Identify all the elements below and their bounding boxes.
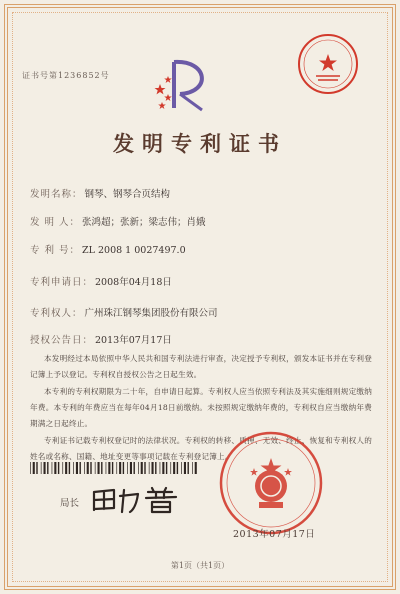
body-paragraph-2: 本专利的专利权期限为二十年，自申请日起算。专利权人应当依照专利法及其实施细则规定缴纳年费。本专利的年费应当在每年04月18日前缴纳。未按照规定缴纳年费的，专利权自应当缴纳年费期满之日起终止。: [30, 386, 372, 429]
patent-number-label: 专 利 号：: [30, 245, 81, 256]
body-paragraph-1: 本发明经过本局依照中华人民共和国专利法进行审查，决定授予专利权，颁发本证书并在专利登记簿上予以登记。专利权自授权公告之日起生效。: [30, 354, 372, 380]
inventor-label: 发 明 人：: [30, 217, 81, 228]
patentee-label: 专利权人：: [30, 308, 83, 319]
director-label: 局长: [60, 498, 80, 509]
patent-number: ZL 2008 1 0027497.0: [82, 245, 186, 256]
patent-number-row: [30, 242, 186, 256]
body-paragraph-3: 专利证书记载专利权登记时的法律状况。专利权的转移、质押、无效、终止、恢复和专利权人的姓名或名称、国籍、地址变更等事项记载在专利登记簿上。: [30, 436, 372, 462]
director-signature: [86, 482, 186, 516]
grant-date-row: [30, 332, 172, 346]
page-number: 第1页（共1页）: [170, 561, 230, 570]
invention-name: 钢琴、钢琴合页结构: [84, 189, 171, 200]
barcode: [30, 462, 200, 474]
patentee: 广州珠江钢琴集团股份有限公司: [84, 308, 218, 319]
bottom-red-seal: [216, 428, 326, 538]
top-red-seal: [296, 32, 360, 96]
sipo-emblem-icon: [150, 48, 220, 118]
filing-date-row: [30, 274, 172, 288]
certificate-number: 证书号第1236852号: [22, 71, 110, 80]
invention-name-label: 发明名称：: [30, 189, 83, 200]
filing-date: 2008年04月18日: [95, 277, 172, 288]
certificate-title: 发明专利证书: [113, 131, 287, 156]
patentee-row: [30, 305, 218, 319]
invention-name-row: [30, 186, 170, 200]
inventor-row: [30, 214, 206, 228]
stamp-date: 2013年07月17日: [233, 529, 316, 540]
grant-date: 2013年07月17日: [95, 335, 172, 346]
inventors: 张鸿超；张新；梁志伟；肖娥: [82, 217, 206, 228]
grant-date-label: 授权公告日：: [30, 335, 94, 346]
filing-date-label: 专利申请日：: [30, 277, 94, 288]
